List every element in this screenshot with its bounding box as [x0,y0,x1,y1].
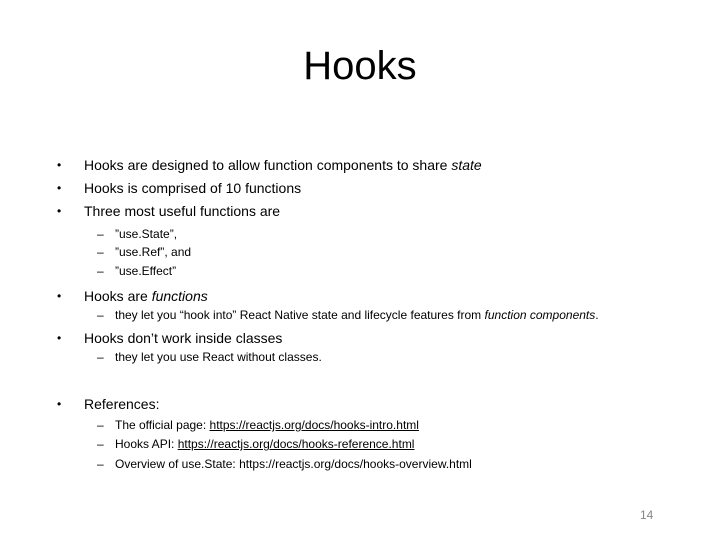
reference-url-text: https://reactjs.org/docs/hooks-overview.html [239,457,472,471]
bullet-dot: • [57,397,62,411]
dash-marker: – [97,437,104,451]
reference-link-hooks-intro[interactable]: https://reactjs.org/docs/hooks-intro.html [209,418,419,432]
bullet-italic-text: state [451,157,482,173]
dash-marker: – [97,264,104,278]
bullet-dot: • [57,158,62,172]
bullet-text: Hooks are designed to allow function components to share [84,157,452,173]
sub-bullet-text: ”use.Effect” [115,264,177,278]
dash-marker: – [97,227,104,241]
dash-marker: – [97,418,104,432]
reference-link-hooks-reference[interactable]: https://reactjs.org/docs/hooks-reference.html [177,437,415,451]
bullet-dot: • [57,331,62,345]
dash-marker: – [97,350,104,364]
reference-label: The official page: [115,418,210,432]
sub-bullet-text: ”use.State”, [115,227,178,241]
bullet-text: Hooks are [84,288,152,304]
sub-bullet-end: . [595,308,599,322]
bullet-text: Hooks is comprised of 10 functions [84,180,302,196]
bullet-dot: • [57,289,62,303]
bullet-dot: • [57,204,62,218]
sub-bullet-text: they let you use React without classes. [115,350,322,364]
dash-marker: – [97,308,104,322]
bullet-text: References: [84,396,160,412]
reference-label: Overview of use.State: [115,457,240,471]
bullet-dot: • [57,181,62,195]
bullet-text: Three most useful functions are [84,203,281,219]
slide-title: Hooks [303,44,417,88]
sub-bullet-text: they let you “hook into” React Native state and lifecycle features from [115,308,485,322]
bullet-italic-text: functions [151,288,208,304]
reference-label: Hooks API: [115,437,178,451]
bullet-text: Hooks don’t work inside classes [84,330,283,346]
sub-bullet-italic-text: function components [484,308,596,322]
page-number: 14 [640,508,654,522]
dash-marker: – [97,245,104,259]
sub-bullet-text: ”use.Ref”, and [115,245,192,259]
dash-marker: – [97,457,104,471]
